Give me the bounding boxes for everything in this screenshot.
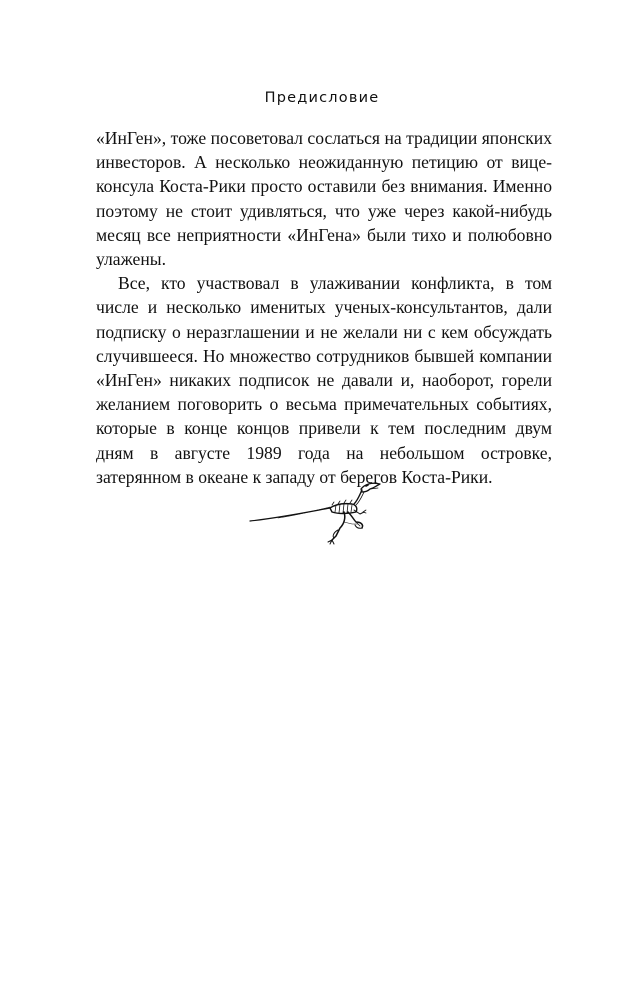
paragraph-1: «ИнГен», тоже посоветовал сослаться на традиции японских инвесторов. А несколько неожиданную петицию от вице-консула Коста-Рики просто оставили без внимания. Именно поэтому не стоит удивляться, что уже через какой-нибудь месяц все неприятности «ИнГена» были тихо и полюбовно улажены. (96, 128, 552, 270)
running-title: Предисловие (264, 90, 380, 106)
paragraph-2: Все, кто участвовал в улаживании конфликта, в том числе и несколько именитых ученых-консультантов, дали подписку о неразглашении и не желали ни с кем обсуждать случившееся. Но множество сотрудников бывшей компании «ИнГен» никаких подписок не давали и, наоборот, горели желанием поговорить о весьма примечательных событиях, которые в конце концов привели к тем последним двум дням в августе 1989 года на небольшом островке, затерянном в океане к западу от берегов Коста-Рики. (96, 273, 552, 487)
body-text (96, 126, 552, 489)
velociraptor-skeleton-icon (248, 474, 388, 550)
